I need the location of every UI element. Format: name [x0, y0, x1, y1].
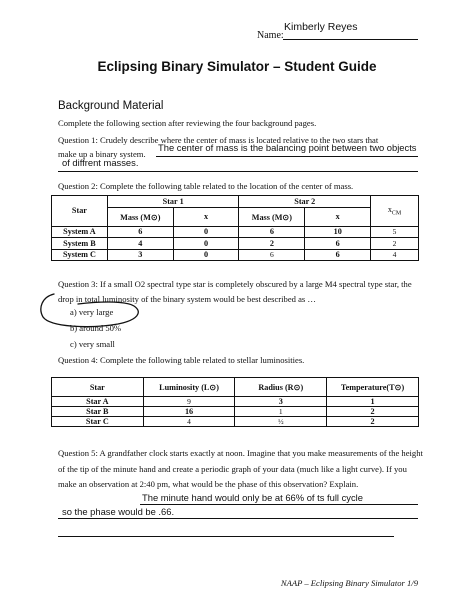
table-cell: 2 — [239, 238, 305, 250]
table-header: Radius (R⊙) — [235, 378, 327, 397]
question-3-text: Question 3: If a small O2 spectral type star is completely obscured by a large M4 spectral type star, the drop in total luminosity of the binary system would be best described as … — [58, 279, 412, 304]
answer-rule — [58, 518, 418, 519]
question-2-text: Question 2: Complete the following table related to the location of the center of mass. — [58, 181, 354, 191]
table-cell: 1 — [235, 407, 327, 417]
table-header: Star 1 — [107, 196, 239, 208]
table-cell: 2 — [327, 407, 419, 417]
table-cell: 4 — [107, 238, 173, 250]
table-cell: System A — [52, 226, 108, 238]
table-cell: 2 — [327, 417, 419, 427]
question-1-answer-line2: of diffrent masses. — [62, 157, 139, 168]
table-cell: 0 — [173, 249, 239, 261]
table-cell: 10 — [305, 226, 371, 238]
question-4-text: Question 4: Complete the following table related to stellar luminosities. — [58, 355, 305, 365]
table-cell: 3 — [235, 397, 327, 407]
table-cell: 16 — [143, 407, 235, 417]
table-cell: 0 — [173, 226, 239, 238]
answer-rule — [58, 536, 394, 537]
table-header: Luminosity (L⊙) — [143, 378, 235, 397]
page-footer: NAAP – Eclipsing Binary Simulator 1/9 — [280, 578, 418, 588]
question-5-answer-line1: The minute hand would only be at 66% of ts full cycle — [142, 492, 363, 503]
table-cell: ½ — [235, 417, 327, 427]
table-cell: 6 — [239, 226, 305, 238]
table-header: Star — [52, 196, 108, 227]
table-header: Temperature(T⊙) — [327, 378, 419, 397]
table-row — [52, 238, 419, 250]
table-cell: System C — [52, 249, 108, 261]
table-cell: 5 — [371, 226, 419, 238]
table-cell: 9 — [143, 397, 235, 407]
question-1-answer-line1: The center of mass is the balancing point between two objects — [158, 142, 417, 153]
table-cell: 3 — [107, 249, 173, 261]
table-cell: 6 — [239, 249, 305, 261]
table-header: x — [305, 207, 371, 226]
table-row — [52, 407, 419, 417]
table-cell: System B — [52, 238, 108, 250]
question-1-text-line2: make up a binary system. — [58, 149, 146, 159]
table-header: Star 2 — [239, 196, 371, 208]
answer-rule — [58, 171, 418, 172]
page-title: Eclipsing Binary Simulator – Student Guide — [97, 59, 377, 74]
name-underline — [283, 39, 418, 40]
option-c: c) very small — [70, 339, 115, 349]
question-1-text: Question 1: Crudely describe where the center of mass is located relative to the two stars that — [58, 135, 379, 145]
option-b: b) around 50% — [70, 323, 122, 333]
table-cell: Star B — [52, 407, 144, 417]
answer-circle-mark — [34, 288, 146, 330]
table-cell: 0 — [173, 238, 239, 250]
answer-rule — [156, 156, 418, 157]
option-a: a) very large — [70, 307, 114, 317]
table-row — [52, 226, 419, 238]
answer-rule — [140, 504, 418, 505]
name-label: Name: — [257, 30, 284, 41]
question-5-answer-line2: so the phase would be .66. — [62, 506, 175, 517]
section-heading: Background Material — [58, 100, 164, 112]
section-intro: Complete the following section after reviewing the four background pages. — [58, 118, 317, 128]
name-value: Kimberly Reyes — [284, 21, 358, 33]
table-cell: 6 — [305, 238, 371, 250]
table-cell: Star C — [52, 417, 144, 427]
table-header: $x_{CM}$ — [371, 196, 419, 227]
table-cell: 6 — [107, 226, 173, 238]
luminosity-table — [51, 377, 419, 427]
center-of-mass-table — [51, 195, 419, 261]
question-5-text: Question 5: A grandfather clock starts exactly at noon. Imagine that you make measurements of the height of the tip of the minute hand and create a periodic graph of your data (much like a light curve). If you make an observation at 2:40 pm, what would be the phase of this observation? Explain. — [58, 448, 423, 489]
table-row — [52, 249, 419, 261]
table-cell: Star A — [52, 397, 144, 407]
table-cell: 4 — [143, 417, 235, 427]
table-header: Star — [52, 378, 144, 397]
table-row — [52, 417, 419, 427]
table-cell: 2 — [371, 238, 419, 250]
table-header: Mass (M⊙) — [239, 207, 305, 226]
table-header: x — [173, 207, 239, 226]
table-cell: 6 — [305, 249, 371, 261]
table-row — [52, 397, 419, 407]
table-cell: 4 — [371, 249, 419, 261]
table-header: Mass (M⊙) — [107, 207, 173, 226]
table-cell: 1 — [327, 397, 419, 407]
